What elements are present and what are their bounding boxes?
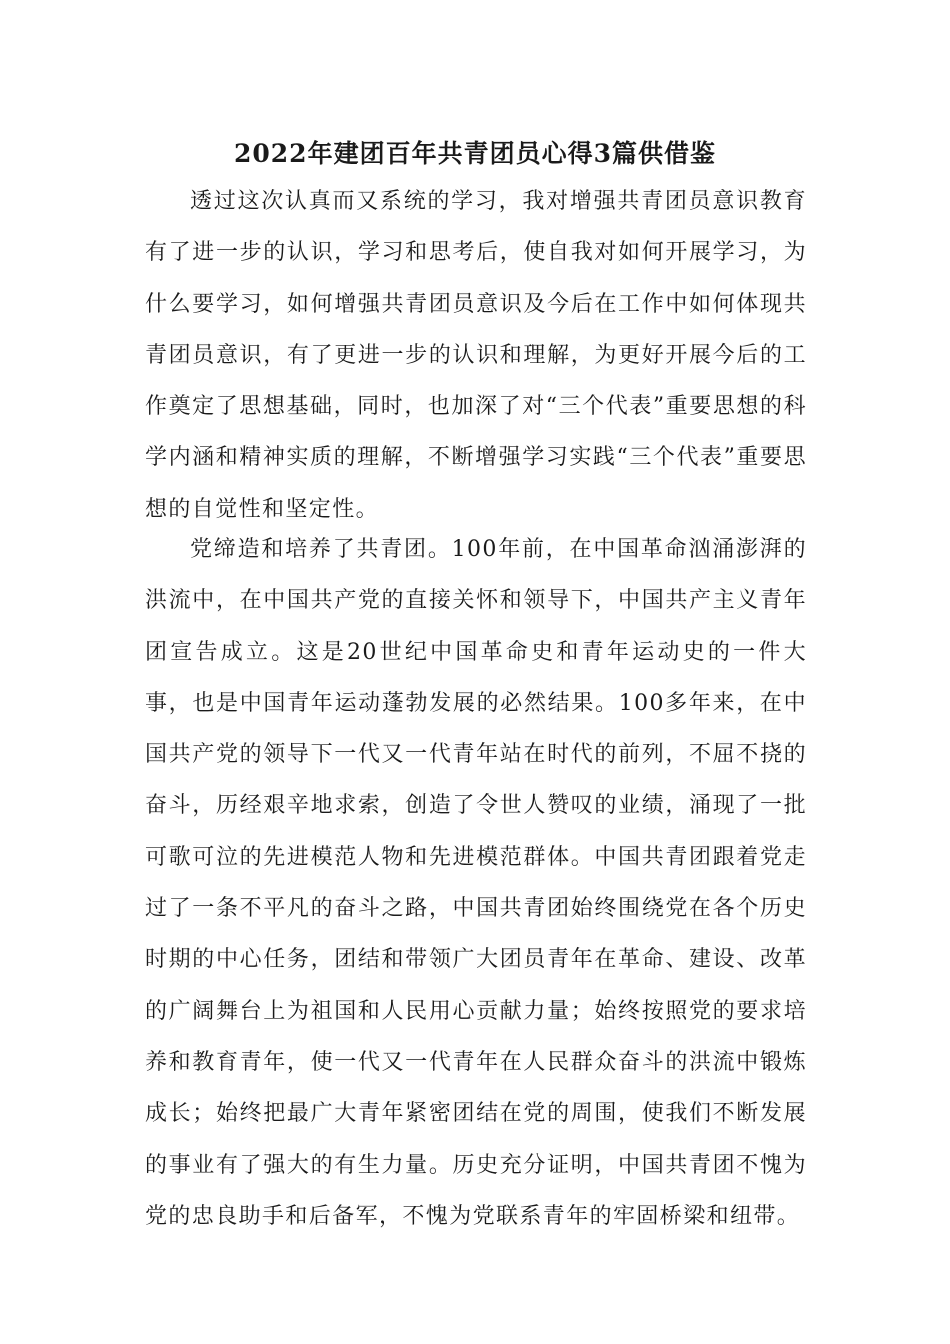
paragraph-1: 透过这次认真而又系统的学习，我对增强共青团员意识教育有了进一步的认识，学习和思考后，使自我对如何开展学习，为什么要学习，如何增强共青团员意识及今后在工作中如何体现共青团员意识，有了更进一步的认识和理解，为更好开展今后的工作奠定了思想基础，同时，也加深了对“三个代表”重要思想的科学内涵和精神实质的理解，不断增强学习实践“三个代表”重要思想的自觉性和坚定性。 (145, 189, 807, 522)
document-title: 2022年建团百年共青团员心得3篇供借鉴 (234, 139, 716, 168)
paragraph-2: 党缔造和培养了共青团。100年前，在中国革命汹涌澎湃的洪流中，在中国共产党的直接关怀和领导下，中国共产主义青年团宣告成立。这是20世纪中国革命史和青年运动史的一件大事，也是中国青年运动蓬勃发展的必然结果。100多年来，在中国共产党的领导下一代又一代青年站在时代的前列，不屈不挠的奋斗，历经艰辛地求索，创造了令世人赞叹的业绩，涌现了一批可歌可泣的先进模范人物和先进模范群体。中国共青团跟着党走过了一条不平凡的奋斗之路，中国共青团始终围绕党在各个历史时期的中心任务，团结和带领广大团员青年在革命、建设、改革的广阔舞台上为祖国和人民用心贡献力量；始终按照党的要求培养和教育青年，使一代又一代青年在人民群众奋斗的洪流中锻炼成长；始终把最广大青年紧密团结在党的周围，使我们不断发展的事业有了强大的有生力量。历史充分证明，中国共青团不愧为党的忠良助手和后备军，不愧为党联系青年的牢固桥梁和纽带。 (145, 537, 807, 1229)
